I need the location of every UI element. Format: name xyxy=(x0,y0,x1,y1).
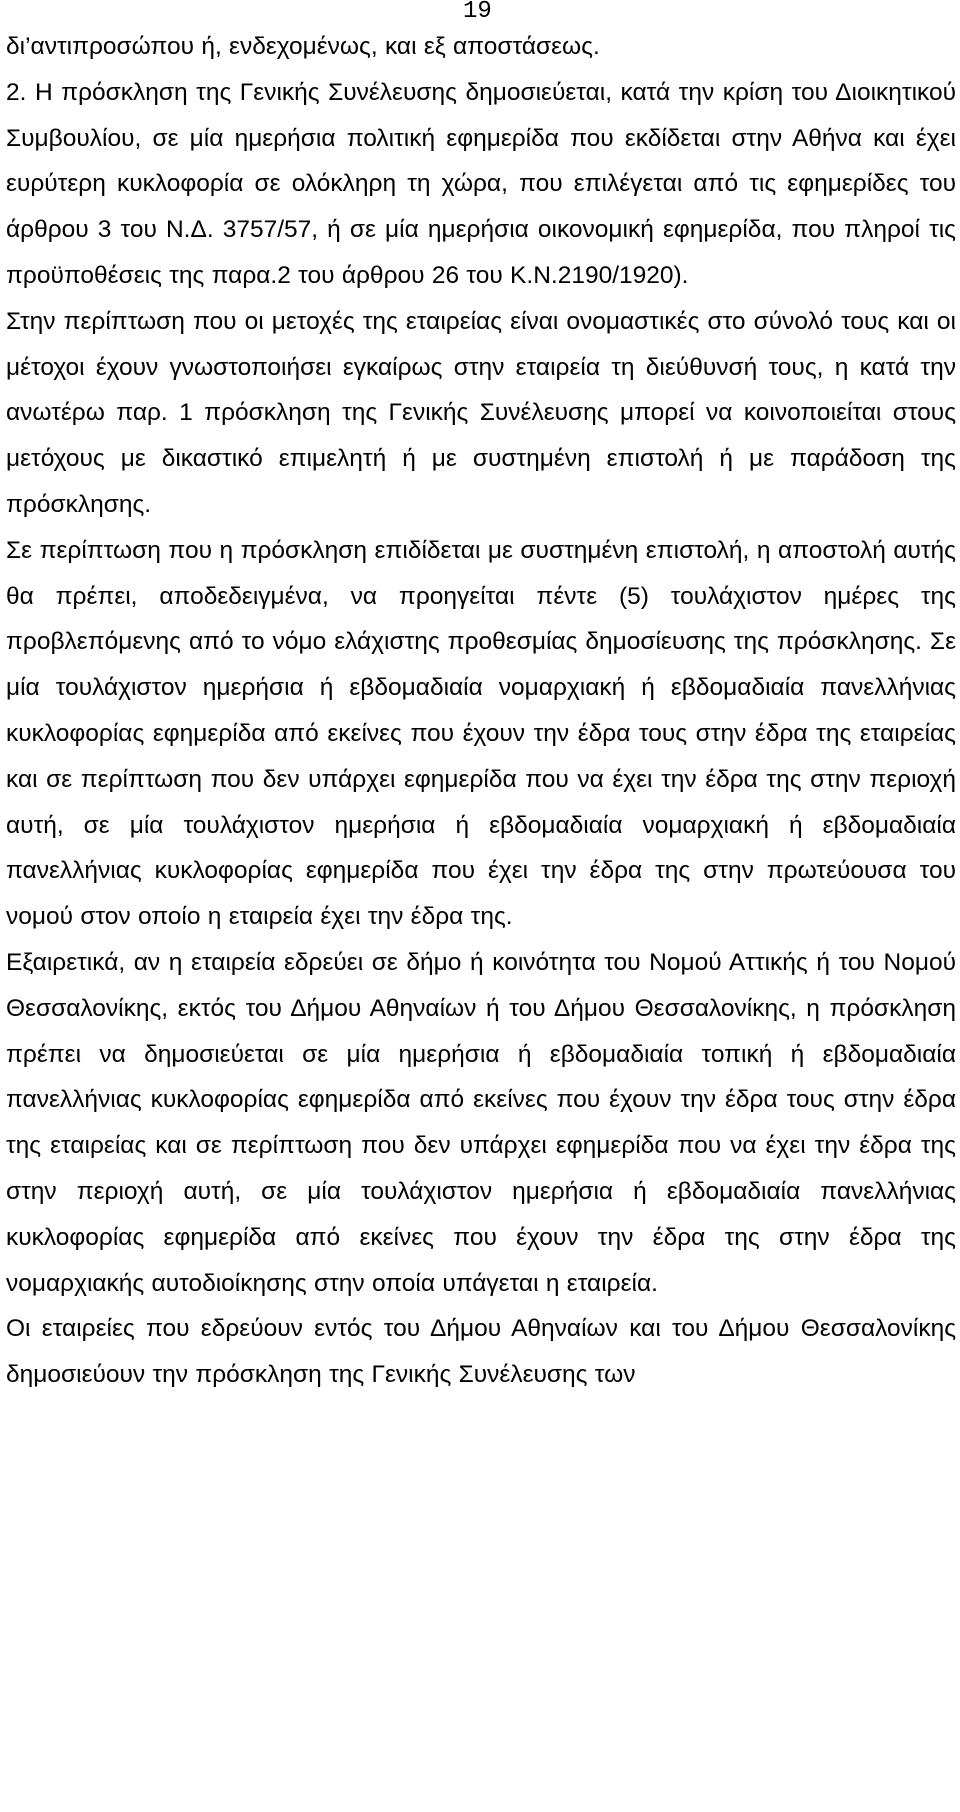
paragraph-registered-mail: Σε περίπτωση που η πρόσκληση επιδίδεται με συστημένη επιστολή, η αποστολή αυτής θα πρέπει, αποδεδειγμένα, να προηγείται πέντε (5) τουλάχιστον ημέρες της προβλεπόμενης από το νόμο ελάχιστης προθεσμίας δημοσίευσης της πρόσκλησης. Σε μία τουλάχιστον ημερήσια ή εβδομαδιαία νομαρχιακή ή εβδομαδιαία πανελλήνιας κυκλοφορίας εφημερίδα από εκείνες που έχουν την έδρα τους στην έδρα της εταιρείας και σε περίπτωση που δεν υπάρχει εφημερίδα που να έχει την έδρα της στην περιοχή αυτή, σε μία τουλάχιστον ημερήσια ή εβδομαδιαία νομαρχιακή ή εβδομαδιαία πανελλήνιας κυκλοφορίας εφημερίδα που έχει την έδρα της στην πρωτεύουσα του νομού στον οποίο η εταιρεία έχει την έδρα της. xyxy=(6,536,956,931)
paragraph-athens-thessaloniki-municipalities: Οι εταιρείες που εδρεύουν εντός του Δήμου Αθηναίων και του Δήμου Θεσσαλονίκης δημοσιεύουν την πρόσκληση της Γενικής Συνέλευσης των xyxy=(6,1315,956,1389)
paragraph-proxy-voting: δι’αντιπροσώπου ή, ενδεχομένως, και εξ αποστάσεως. xyxy=(6,33,600,60)
paragraph-registered-shares: Στην περίπτωση που οι μετοχές της εταιρείας είναι ονομαστικές στο σύνολό τους και οι μέτοχοι έχουν γνωστοποιήσει εγκαίρως στην εταιρεία τη διεύθυνσή τους, η κατά την ανωτέρω παρ. 1 πρόσκληση της Γενικής Συνέλευσης μπορεί να κοινοποιείται στους μετόχους με δικαστικό επιμελητή ή με συστημένη επιστολή ή με παράδοση της πρόσκλησης. xyxy=(6,307,956,518)
document-body xyxy=(6,24,956,1398)
paragraph-attica-thessaloniki: Εξαιρετικά, αν η εταιρεία εδρεύει σε δήμο ή κοινότητα του Νομού Αττικής ή του Νομού Θεσσαλονίκης, εκτός του Δήμου Αθηναίων ή του Δήμου Θεσσαλονίκης, η πρόσκληση πρέπει να δημοσιεύεται σε μία ημερήσια ή εβδομαδιαία τοπική ή εβδομαδιαία πανελλήνιας κυκλοφορίας εφημερίδα από εκείνες που έχουν την έδρα τους στην έδρα της εταιρείας και σε περίπτωση που δεν υπάρχει εφημερίδα που να έχει την έδρα της στην περιοχή αυτή, σε μία τουλάχιστον ημερήσια ή εβδομαδιαία πανελλήνιας κυκλοφορίας εφημερίδα από εκείνες που έχουν την έδρα της στην έδρα της νομαρχιακής αυτοδιοίκησης στην οποία υπάγεται η εταιρεία. xyxy=(6,948,956,1297)
paragraph-publication-rule: 2. Η πρόσκληση της Γενικής Συνέλευσης δημοσιεύεται, κατά την κρίση του Διοικητικού Συμβουλίου, σε μία ημερήσια πολιτική εφημερίδα που εκδίδεται στην Αθήνα και έχει ευρύτερη κυκλοφορία σε ολόκληρη τη χώρα, που επιλέγεται από τις εφημερίδες του άρθρου 3 του Ν.Δ. 3757/57, ή σε μία ημερήσια οικονομική εφημερίδα, που πληροί τις προϋποθέσεις της παρα.2 του άρθρου 26 του Κ.Ν.2190/1920). xyxy=(6,78,956,289)
page-number: 19 xyxy=(463,0,492,25)
